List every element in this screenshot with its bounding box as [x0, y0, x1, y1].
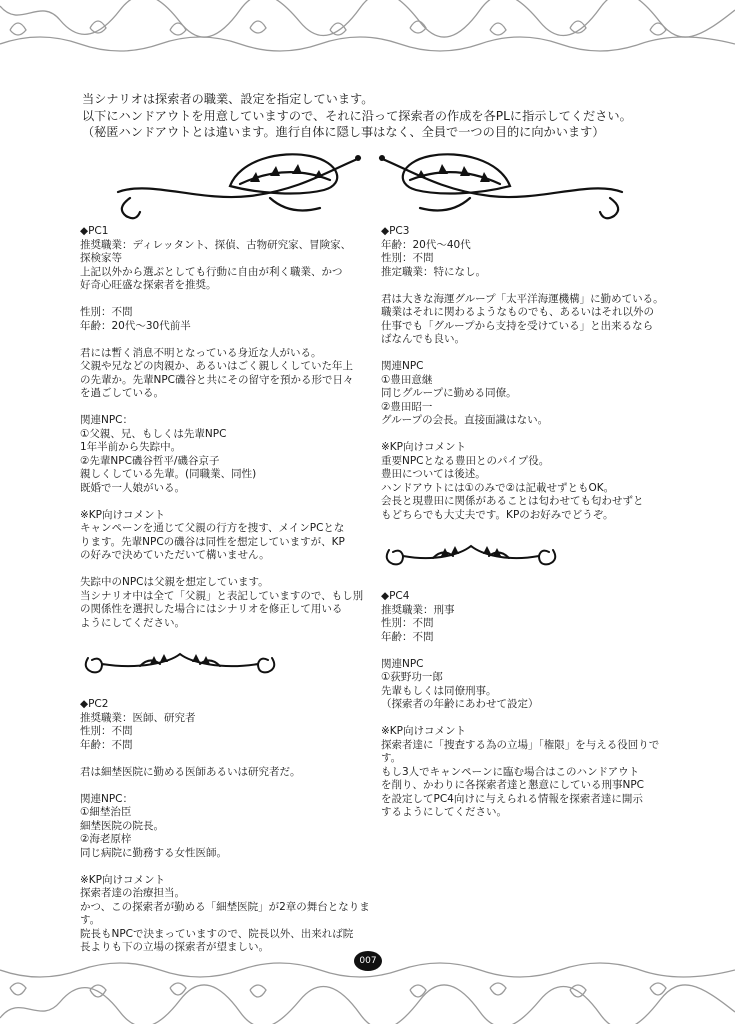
- handout-line: 既婚で一人娘がいる。: [80, 481, 185, 494]
- handout-line: ようにしてください。: [80, 616, 185, 629]
- handout-line: [80, 752, 380, 766]
- handout-line: （探索者の年齢にあわせて設定）: [381, 698, 539, 710]
- handout-line: [381, 428, 681, 442]
- handout-line: 推奨職業：ディレッタント、探偵、古物研究家、冒険家、: [80, 238, 352, 251]
- handout-line: 君は細埜医院に勤める医師あるいは研究者だ。: [80, 765, 301, 778]
- handout-line: [80, 333, 380, 347]
- leaf-ornament-divider: [110, 140, 630, 230]
- handout-line: の関係性を選択した場合にはシナリオを修正して用いる: [80, 603, 343, 615]
- handout-line: [381, 712, 681, 726]
- handout-line: もどちらでも大丈夫です。KPのお好みでどうぞ。: [381, 508, 614, 521]
- handout-line: 君は大きな海運グループ「太平洋海運機構」に勤めている。: [381, 292, 664, 305]
- intro-line: 当シナリオは探索者の職業、設定を指定しています。: [82, 92, 374, 106]
- handout-line: 年齢：不問: [80, 738, 133, 751]
- intro-line: （秘匿ハンドアウトとは違います。進行自体に隠し事はなく、全員で一つの目的に向かいます）: [82, 125, 605, 139]
- handout-line: 当シナリオ中は全て「父親」と表記していますので、もし別: [80, 589, 364, 602]
- small-ornament-divider: [80, 640, 280, 684]
- handout-line: を過ごしている。: [80, 387, 164, 399]
- handout-line: ①細埜治臣: [80, 806, 132, 818]
- handout-line: ばなんでも良い。: [381, 333, 465, 345]
- handout-line: [80, 495, 380, 509]
- intro-text: [82, 91, 682, 141]
- handout-line: キャンペーンを通じて父親の行方を捜す、メインPCとな: [80, 522, 345, 534]
- handout-line: 仕事でも「グループから支持を受けている」と出来るなら: [381, 319, 654, 332]
- handout-line: [80, 401, 380, 415]
- handout-line: 豊田については後述。: [381, 468, 486, 480]
- intro-line: 以下にハンドアウトを用意していますので、それに沿って探索者の作成を各PLに指示してください。: [82, 108, 632, 123]
- handout-line: ハンドアウトには①のみで②は記載せずともOK。: [381, 481, 615, 494]
- handout-line: するようにしてください。: [381, 806, 507, 818]
- handout-line: す。: [381, 752, 402, 764]
- handout-line: 職業はそれに関わるようなものでも、あるいはそれ以外の: [381, 306, 654, 318]
- page-number: 007: [354, 951, 382, 971]
- right-column: [381, 225, 681, 820]
- handout-line: 関連NPC: [381, 360, 424, 372]
- handout-line: 会長と現豊田に関係があることは匂わせても匂わせずと: [381, 495, 644, 507]
- section-heading: ◆PC2: [80, 698, 109, 710]
- handout-line: 探検家等: [80, 252, 122, 264]
- bottom-decorative-border: [0, 962, 735, 1024]
- small-ornament-divider: [381, 532, 561, 576]
- handout-line: 推奨職業：医師、研究者: [80, 711, 196, 724]
- handout-line: を設定してPC4向けに与えられる情報を探索者達に開示: [381, 792, 643, 805]
- handout-line: 年齢：不問: [381, 630, 434, 643]
- handout-line: [80, 563, 380, 577]
- handout-line: もし3人でキャンペーンに臨む場合はこのハンドアウト: [381, 765, 640, 778]
- handout-line: 推奨職業：刑事: [381, 603, 455, 616]
- handout-line: [80, 293, 380, 307]
- section-heading: ◆PC3: [381, 225, 410, 237]
- handout-line: ①父親、兄、もしくは先輩NPC: [80, 427, 227, 440]
- handout-line: ②豊田昭一: [381, 400, 433, 413]
- handout-line: [381, 644, 681, 658]
- handout-line: 探索者達に「捜査する為の立場」「権限」を与える役回りで: [381, 738, 660, 751]
- handout-line: 院長もNPCで決まっていますので、院長以外、出来れば院: [80, 927, 354, 940]
- section-heading: ◆PC4: [381, 590, 410, 602]
- handout-line: 性別：不問: [80, 725, 133, 737]
- handout-line: 失踪中のNPCは父親を想定しています。: [80, 576, 269, 588]
- handout-line: [80, 860, 380, 874]
- handout-line: 1年半前から失踪中。: [80, 441, 182, 453]
- handout-line: 探索者達の治療担当。: [80, 887, 185, 899]
- handout-line: 性別：不問: [381, 617, 434, 629]
- handout-line: 上記以外から選ぶとしても行動に自由が利く職業、かつ: [80, 265, 343, 278]
- handout-line: 重要NPCとなる豊田とのパイプ役。: [381, 454, 550, 467]
- handout-line: 関連NPC: [381, 657, 424, 670]
- handout-line: 関連NPC：: [80, 414, 134, 426]
- handout-line: ②海老原梓: [80, 833, 132, 845]
- pc2-handout: [80, 698, 380, 955]
- handout-line: ります。先輩NPCの磯谷は同性を想定していますが、KP: [80, 535, 345, 548]
- handout-line: 性別：不問: [80, 306, 133, 318]
- handout-line: ①荻野功一郎: [381, 671, 443, 683]
- handout-line: 細埜医院の院長。: [80, 819, 164, 832]
- handout-line: ※KP向けコメント: [80, 873, 166, 886]
- handout-line: を削り、かわりに各探索者達と懇意にしている刑事NPC: [381, 779, 645, 791]
- handout-line: 長よりも下の立場の探索者が望ましい。: [80, 941, 269, 953]
- handout-line: 君には暫く消息不明となっている身近な人がいる。: [80, 346, 322, 359]
- handout-line: 親しくしている先輩。(同職業、同性): [80, 468, 257, 480]
- handout-line: 父親や兄などの肉親か、あるいはごく親しくしていた年上: [80, 360, 353, 372]
- handout-line: ※KP向けコメント: [381, 725, 467, 737]
- handout-line: ①豊田意継: [381, 373, 433, 386]
- handout-line: 好奇心旺盛な探索者を推奨。: [80, 279, 217, 291]
- handout-line: かつ、この探索者が勤める「細埜医院」が2章の舞台となりま: [80, 900, 370, 913]
- handout-line: の好みで決めていただいて構いません。: [80, 549, 270, 561]
- handout-line: 年齢：20代～40代: [381, 238, 471, 251]
- handout-line: 先輩もしくは同僚刑事。: [381, 684, 497, 697]
- handout-line: ②先輩NPC磯谷哲平/磯谷京子: [80, 454, 220, 467]
- left-column: [80, 225, 380, 955]
- pc3-handout: [381, 225, 681, 522]
- handout-line: [381, 279, 681, 293]
- handout-line: す。: [80, 914, 101, 926]
- handout-line: 推定職業：特になし。: [381, 265, 486, 278]
- handout-line: 年齢：20代～30代前半: [80, 319, 191, 332]
- pc4-handout: [381, 590, 681, 820]
- handout-line: 同じ病院に勤務する女性医師。: [80, 846, 227, 859]
- handout-line: 同じグループに勤める同僚。: [381, 387, 517, 399]
- handout-line: [80, 779, 380, 793]
- handout-line: 性別：不問: [381, 252, 434, 264]
- pc1-handout: [80, 225, 380, 630]
- handout-line: 関連NPC：: [80, 792, 134, 805]
- handout-line: ※KP向けコメント: [381, 441, 467, 453]
- handout-line: グループの会長。直接面識はない。: [381, 414, 549, 426]
- top-decorative-border: [0, 0, 735, 52]
- section-heading: ◆PC1: [80, 225, 109, 237]
- handout-line: [381, 347, 681, 361]
- handout-line: ※KP向けコメント: [80, 508, 166, 521]
- handout-line: の先輩か。先輩NPC磯谷と共にその留守を預かる形で日々: [80, 373, 354, 386]
